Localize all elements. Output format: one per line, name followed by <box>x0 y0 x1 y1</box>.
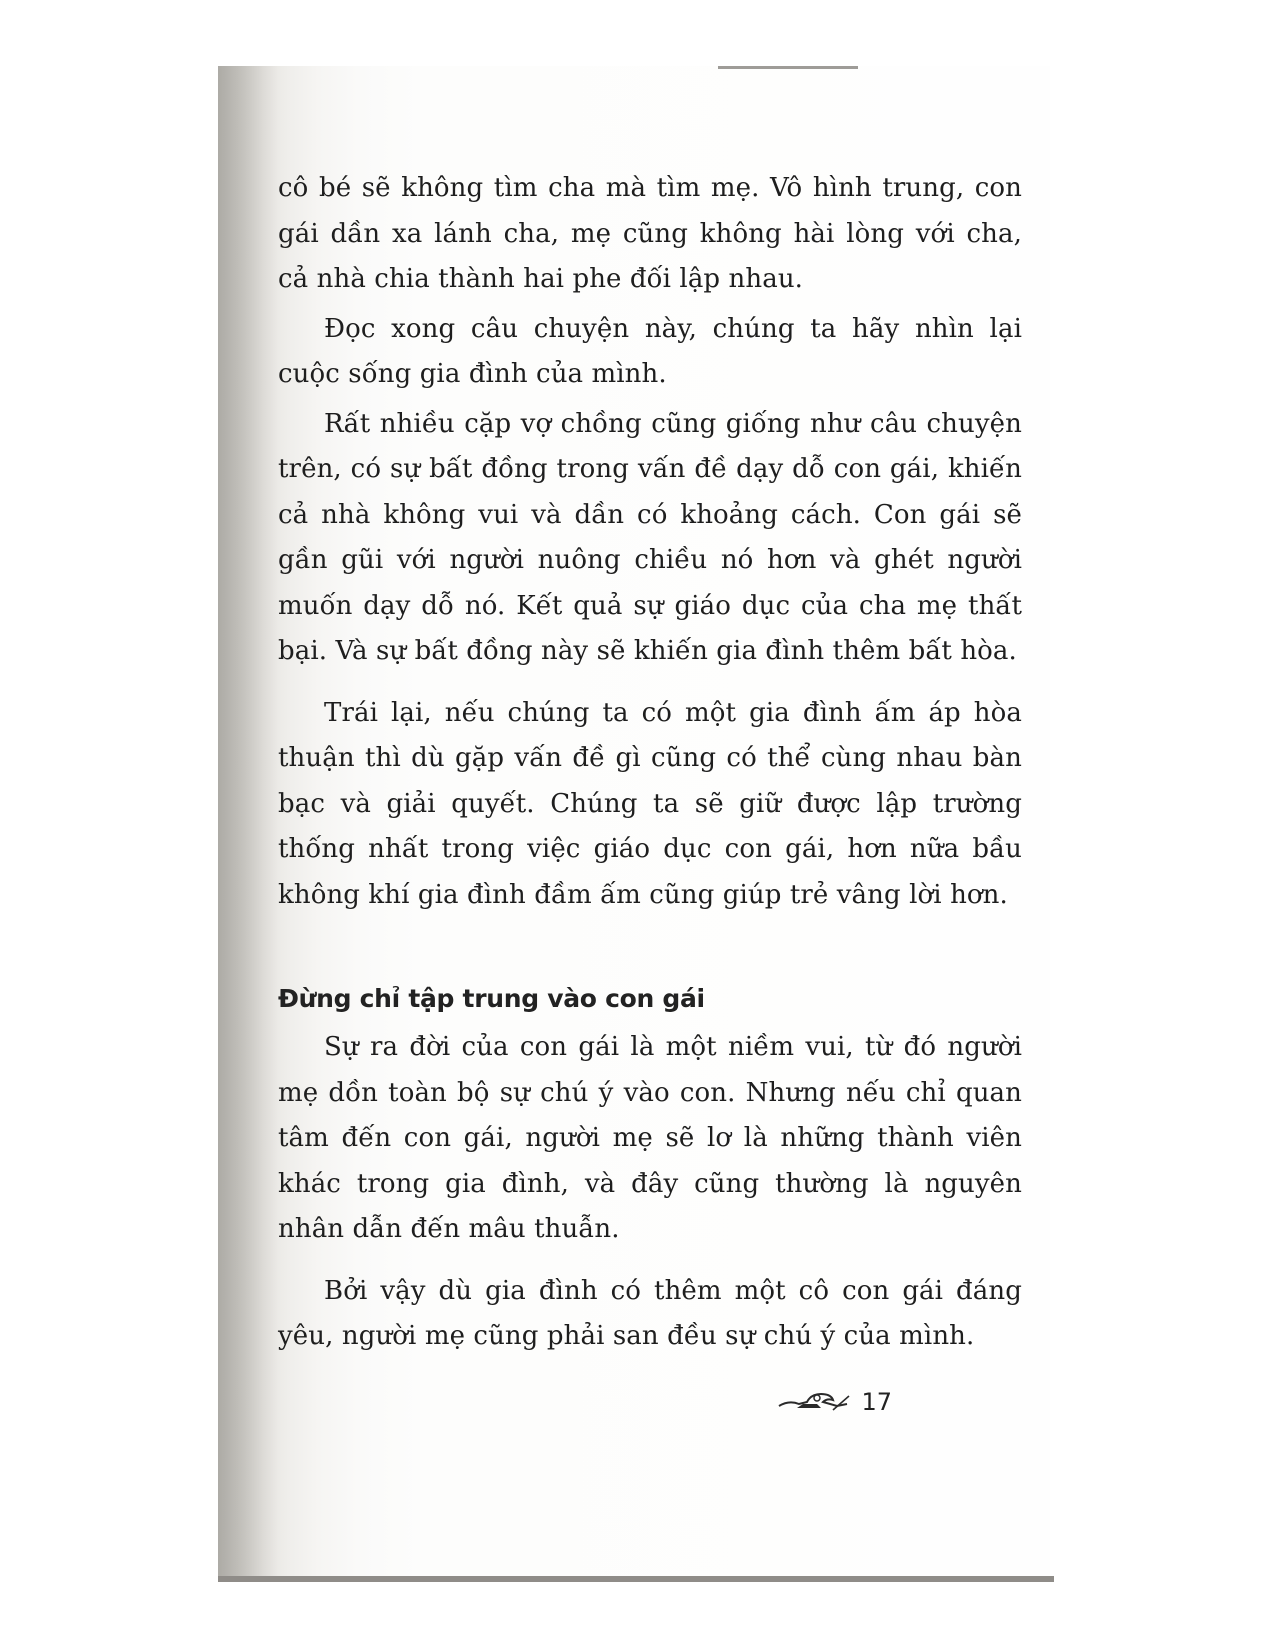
paragraph-4: Trái lại, nếu chúng ta có một gia đình ấm áp hòa thuận thì dù gặp vấn đề gì cũng có thể cùng nhau bàn bạc và giải quyết. Chúng ta sẽ giữ được lập trường thống nhất trong việc giáo dục con gái, hơn nữa bầu không khí gia đình đầm ấm cũng giúp trẻ vâng lời hơn. <box>278 697 1022 910</box>
page-number: 17 <box>861 1388 892 1416</box>
spine-shadow <box>218 66 278 1576</box>
paragraph-6: Bởi vậy dù gia đình có thêm một cô con gái đáng yêu, người mẹ cũng phải san đều sự chú ý của mình. <box>278 1275 1022 1351</box>
body-text <box>278 166 1022 1360</box>
paragraph-3: Rất nhiều cặp vợ chồng cũng giống như câu chuyện trên, có sự bất đồng trong vấn đề dạy dỗ con gái, khiến cả nhà không vui và dần có khoảng cách. Con gái sẽ gần gũi với người nuông chiều nó hơn và ghét người muốn dạy dỗ nó. Kết quả sự giáo dục của cha mẹ thất bại. Và sự bất đồng này sẽ khiến gia đình thêm bất hòa. <box>278 408 1022 666</box>
section-heading: Đừng chỉ tập trung vào con gái <box>278 984 705 1013</box>
page-footer <box>777 1386 892 1418</box>
paragraph-1: cô bé sẽ không tìm cha mà tìm mẹ. Vô hình trung, con gái dần xa lánh cha, mẹ cũng không hài lòng với cha, cả nhà chia thành hai phe đối lập nhau. <box>278 173 1022 294</box>
ornament-icon <box>777 1386 855 1418</box>
book-page <box>218 66 1050 1576</box>
paragraph-2: Đọc xong câu chuyện này, chúng ta hãy nhìn lại cuộc sống gia đình của mình. <box>278 313 1022 389</box>
top-mark <box>718 66 858 69</box>
paragraph-5: Sự ra đời của con gái là một niềm vui, từ đó người mẹ dồn toàn bộ sự chú ý vào con. Nhưng nếu chỉ quan tâm đến con gái, người mẹ sẽ lơ là những thành viên khác trong gia đình, và đây cũng thường là nguyên nhân dẫn đến mâu thuẫn. <box>278 1032 1022 1244</box>
page-bottom-edge <box>218 1576 1054 1582</box>
